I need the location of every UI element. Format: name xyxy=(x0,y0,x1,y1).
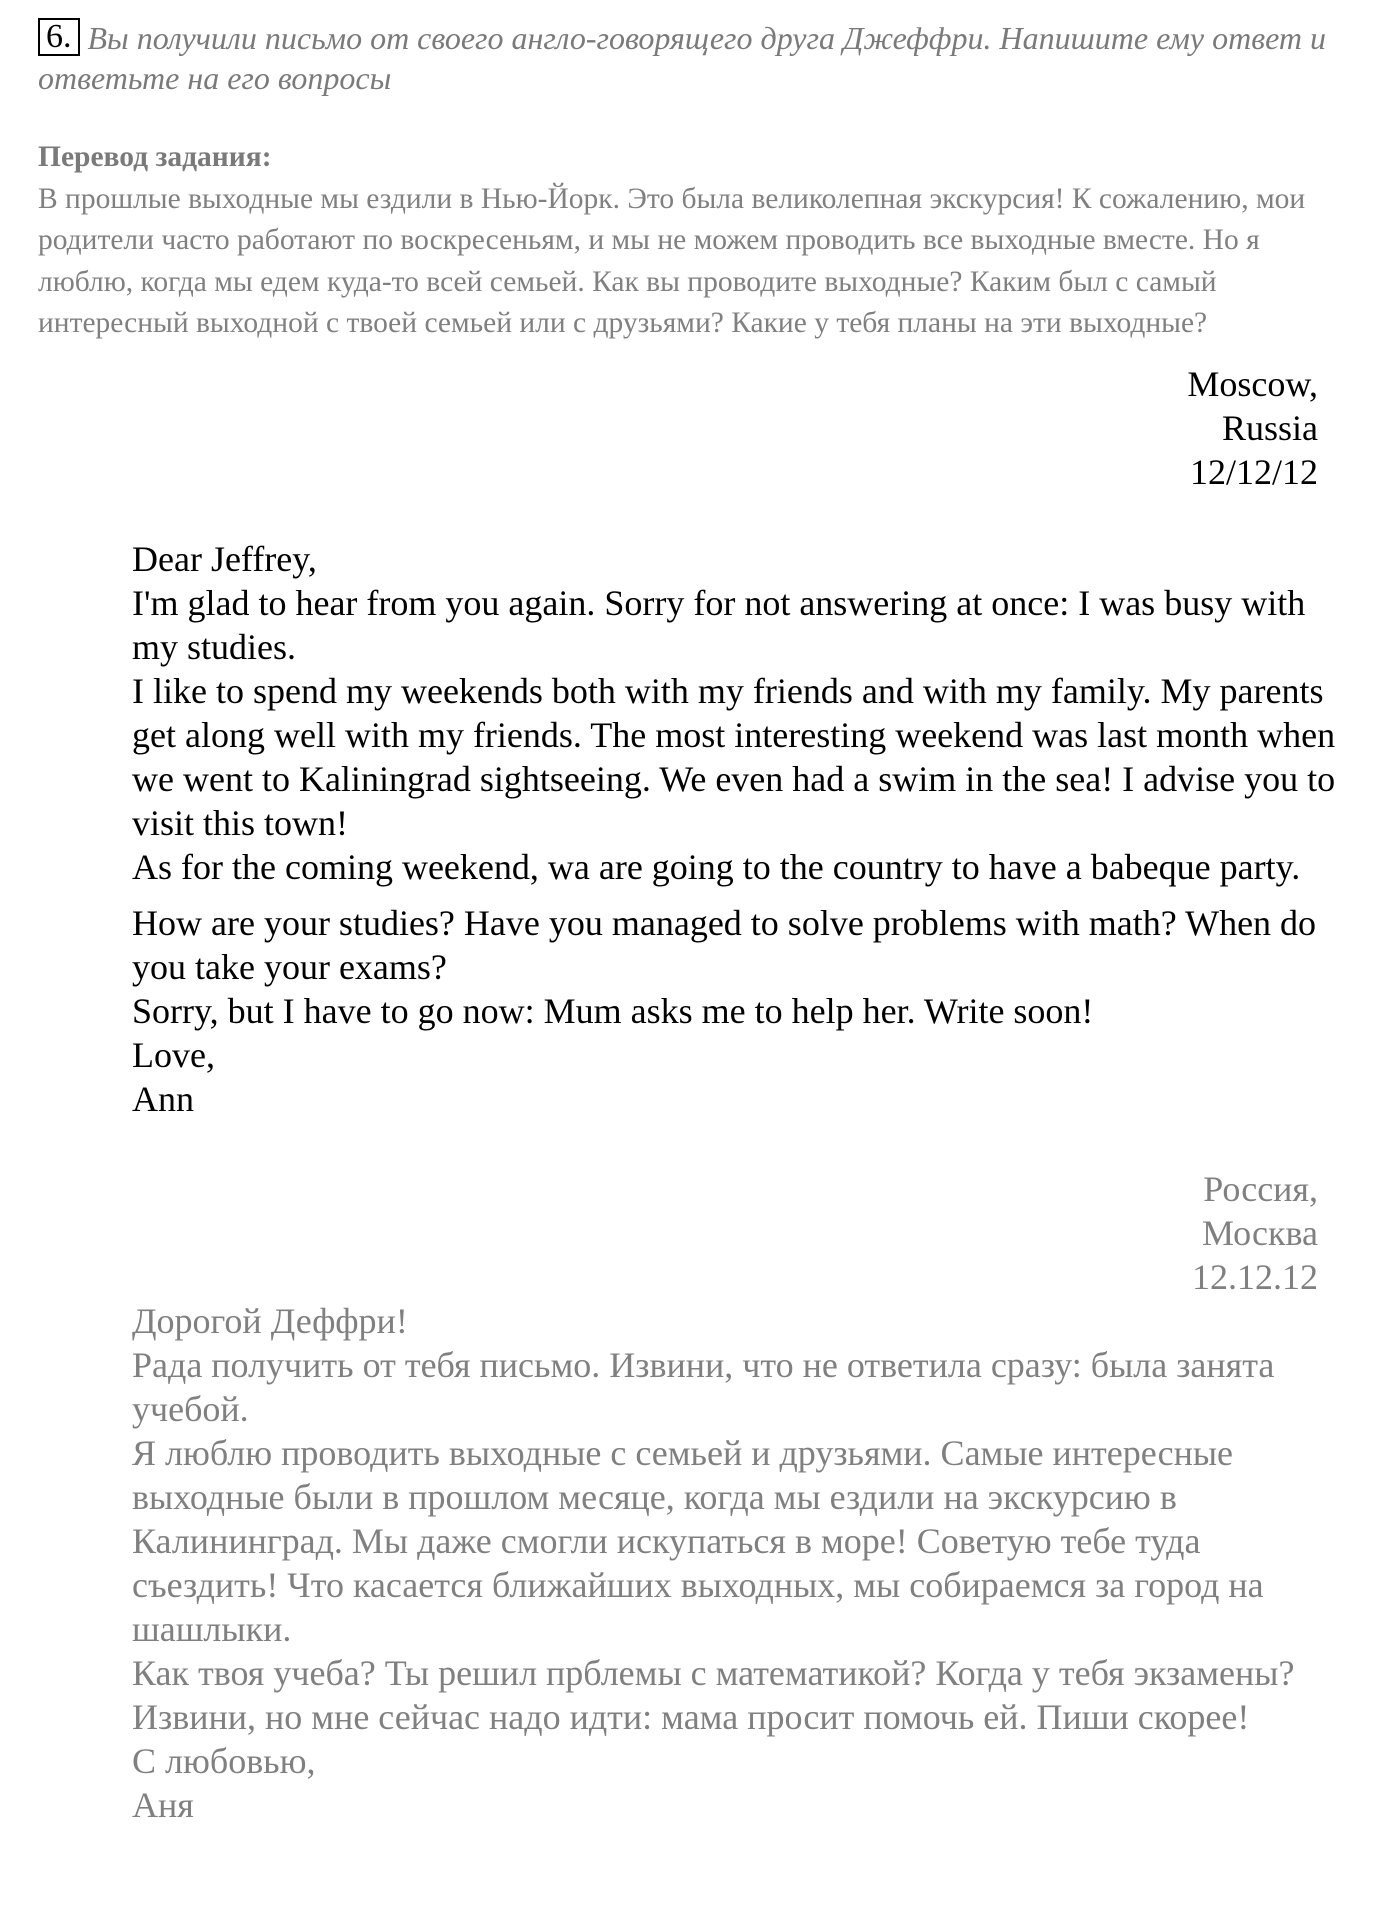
translation-heading: Перевод задания: xyxy=(38,141,272,173)
letter-greeting: Dear Jeffrey, xyxy=(132,539,317,579)
letter-signature: Аня xyxy=(132,1785,194,1825)
letter-paragraph: Sorry, but I have to go now: Mum asks me to help her. Write soon! xyxy=(132,991,1094,1031)
letter-paragraph: Как твоя учеба? Ты решил прблемы с математикой? Когда у тебя экзамены? xyxy=(132,1653,1295,1693)
letter-paragraph: I like to spend my weekends both with my friends and with my family. My parents get along well with my friends. The most interesting weekend was last month when we went to Kaliningrad sightseeing. We even had a swim in the sea! I advise you to visit this town! xyxy=(132,671,1336,843)
task-number: 6. xyxy=(38,18,80,56)
address-city: Moscow, xyxy=(1187,364,1318,404)
task-translation xyxy=(38,137,1338,345)
address-country: Россия, xyxy=(1203,1169,1318,1209)
letter-closing: С любовью, xyxy=(132,1741,316,1781)
task-instruction: Вы получили письмо от своего англо-говорящего друга Джеффри. Напишите ему ответ и ответьте на его вопросы xyxy=(38,20,1327,96)
letter-en-body xyxy=(132,537,1342,1121)
letter-en-address xyxy=(1187,362,1318,494)
letter-paragraph: Я люблю проводить выходные с семьей и друзьями. Самые интересные выходные были в прошлом месяце, когда мы ездили на экскурсию в Калининград. Мы даже смогли искупаться в море! Советую тебе туда съездить! Что касается ближайших выходных, мы собираемся за город на шашлыки. xyxy=(132,1433,1264,1649)
address-city: Москва xyxy=(1202,1213,1318,1253)
letter-paragraph: Извини, но мне сейчас надо идти: мама просит помочь ей. Пиши скорее! xyxy=(132,1697,1250,1737)
letter-paragraph: How are your studies? Have you managed to solve problems with math? When do you take your exams? xyxy=(132,903,1317,987)
translation-text: В прошлые выходные мы ездили в Нью-Йорк. Это была великолепная экскурсия! К сожалению, мои родители часто работают по воскресеньям, и мы не можем проводить все выходные вместе. Но я люблю, когда мы едем куда-то всей семьей. Как вы проводите выходные? Каким был с самый интересный выходной с твоей семьей или с друзьями? Какие у тебя планы на эти выходные? xyxy=(38,182,1306,340)
address-date: 12/12/12 xyxy=(1189,452,1318,492)
letter-paragraph: I'm glad to hear from you again. Sorry for not answering at once: I was busy with my studies. xyxy=(132,583,1306,667)
letter-paragraph: As for the coming weekend, wa are going to the country to have a babeque party. xyxy=(132,847,1301,887)
letter-paragraph: Рада получить от тебя письмо. Извини, что не ответила сразу: была занята учебой. xyxy=(132,1345,1275,1429)
address-date: 12.12.12 xyxy=(1192,1257,1318,1297)
letter-ru-body xyxy=(132,1299,1342,1827)
letter-signature: Ann xyxy=(132,1079,194,1119)
letter-ru-address xyxy=(1192,1167,1318,1299)
address-country: Russia xyxy=(1221,408,1318,448)
task-header xyxy=(38,18,1328,98)
letter-closing: Love, xyxy=(132,1035,215,1075)
letter-greeting: Дорогой Деффри! xyxy=(132,1301,408,1341)
